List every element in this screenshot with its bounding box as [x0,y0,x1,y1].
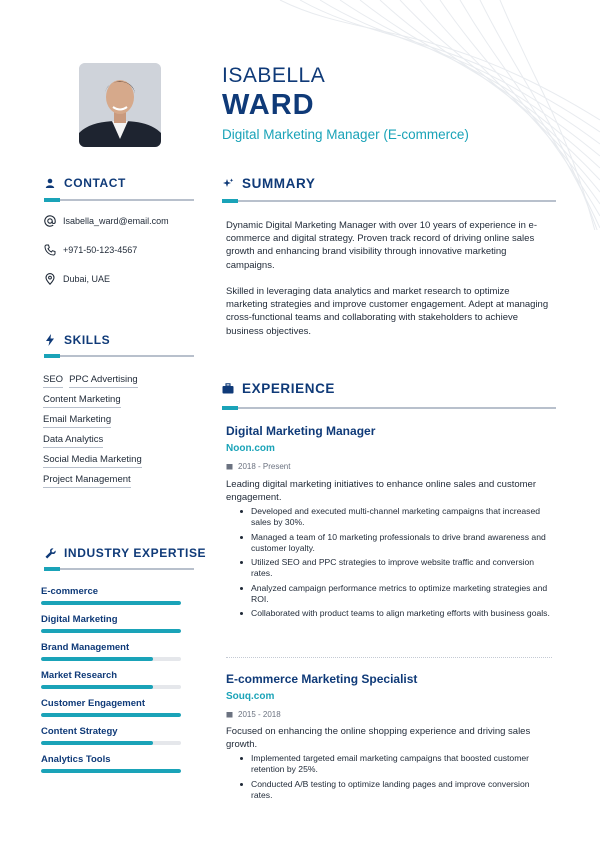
expertise-bar [41,741,181,745]
expertise-item [41,586,183,614]
skill-tag: Social Media Marketing [43,454,142,468]
skill-row [43,434,203,448]
expertise-label: Content Strategy [41,726,118,737]
expertise-label: Customer Engagement [41,698,145,709]
expertise-bar-fill [41,741,153,745]
summary-paragraph: Dynamic Digital Marketing Manager with over 10 years of experience in e-commerce and digital strategy. Proven track record of driving online sales growth and enhancing brand visibility through innovative marketing campaigns. [226,220,537,271]
job-role: Digital Marketing Manager [226,424,376,438]
expertise-item [41,614,183,642]
contact-heading-label: CONTACT [64,176,126,190]
expertise-bar [41,713,181,717]
contact-email-text: Isabella_ward@email.com [63,216,169,226]
skill-row [43,414,203,428]
job-description: Leading digital marketing initiatives to enhance online sales and customer engagement. [226,479,536,503]
wrench-icon [44,547,56,559]
job-role: E-commerce Marketing Specialist [226,672,418,686]
expertise-label: Analytics Tools [41,754,111,765]
expertise-bar [41,657,181,661]
location-icon [44,273,56,285]
skills-list [43,374,203,494]
expertise-item [41,670,183,698]
contact-rule [44,199,194,201]
job-title: Digital Marketing Manager (E-commerce) [222,127,469,142]
summary-rule [222,200,556,202]
list-item: Implemented targeted email marketing campaigns that boosted customer retention by 25%. [240,753,552,775]
last-name: WARD [222,89,315,121]
phone-icon [44,244,56,256]
user-icon [44,177,56,189]
job-description: Focused on enhancing the online shopping experience and driving sales growth. [226,726,531,750]
expertise-bar-fill [41,685,153,689]
job-dates-text: 2018 - Present [238,462,291,471]
expertise-heading [44,546,206,560]
list-item: Conducted A/B testing to optimize landing pages and improve conversion rates. [240,779,552,801]
skill-tag: SEO [43,374,63,388]
contact-phone[interactable] [44,244,137,256]
at-icon [44,215,56,227]
expertise-item [41,642,183,670]
skill-row [43,394,203,408]
skill-tag: Content Marketing [43,394,121,408]
skill-row [43,454,203,468]
job-bullets [240,506,552,623]
contact-email[interactable] [44,215,169,227]
expertise-list [41,586,183,782]
list-item: Managed a team of 10 marketing professionals to drive brand awareness and customer loyalty. [240,532,552,554]
experience-rule [222,407,556,409]
expertise-bar-fill [41,769,181,773]
expertise-bar [41,629,181,633]
experience-heading-label: EXPERIENCE [242,381,336,396]
calendar-icon [226,463,233,470]
first-name: ISABELLA [222,64,326,87]
expertise-item [41,698,183,726]
expertise-label: E-commerce [41,586,99,597]
lightning-icon [44,334,56,346]
skill-tag: Email Marketing [43,414,111,428]
skill-tag: Project Management [43,474,131,488]
skills-rule [44,355,194,357]
contact-heading [44,176,126,190]
contact-location-text: Dubai, UAE [63,274,111,284]
expertise-label: Digital Marketing [41,614,118,625]
profile-photo [79,63,161,147]
job-company: Noon.com [226,443,275,454]
expertise-item [41,726,183,754]
experience-heading [222,381,335,396]
expertise-heading-label: INDUSTRY EXPERTISE [64,546,207,560]
expertise-bar [41,601,181,605]
skill-tag: Data Analytics [43,434,103,448]
expertise-bar [41,769,181,773]
sparkle-icon [222,178,234,190]
skill-row [43,374,203,388]
expertise-bar-fill [41,713,181,717]
contact-location [44,273,110,285]
briefcase-icon [222,383,234,395]
expertise-item [41,754,183,782]
summary-heading [222,176,315,191]
summary-paragraph: Skilled in leveraging data analytics and market research to optimize marketing strategies and improve customer engagement. Adept at managing cross-functional teams and collaborating with stakeholders to achieve business objectives. [226,286,549,337]
skills-heading-label: SKILLS [64,333,111,347]
contact-phone-text: +971-50-123-4567 [63,245,138,255]
job-dates [226,710,281,719]
job-bullets [240,753,552,804]
list-item: Analyzed campaign performance metrics to optimize marketing strategies and ROI. [240,583,552,605]
job-divider [226,657,552,658]
profile-photo-illustration [79,63,161,147]
expertise-label: Brand Management [41,642,130,653]
expertise-bar-fill [41,657,153,661]
job-company: Souq.com [226,691,275,702]
expertise-bar-fill [41,629,181,633]
list-item: Collaborated with product teams to align marketing efforts with business goals. [240,608,552,619]
list-item: Developed and executed multi-channel marketing campaigns that increased sales by 30%. [240,506,552,528]
calendar-icon [226,711,233,718]
job-dates-text: 2015 - 2018 [238,710,281,719]
expertise-rule [44,568,194,570]
expertise-label: Market Research [41,670,118,681]
skills-heading [44,333,110,347]
expertise-bar-fill [41,601,181,605]
expertise-bar [41,685,181,689]
job-dates [226,462,290,471]
list-item: Utilized SEO and PPC strategies to improve website traffic and conversion rates. [240,557,552,579]
skill-row [43,474,203,488]
skill-tag: PPC Advertising [69,374,138,388]
summary-heading-label: SUMMARY [242,176,316,191]
